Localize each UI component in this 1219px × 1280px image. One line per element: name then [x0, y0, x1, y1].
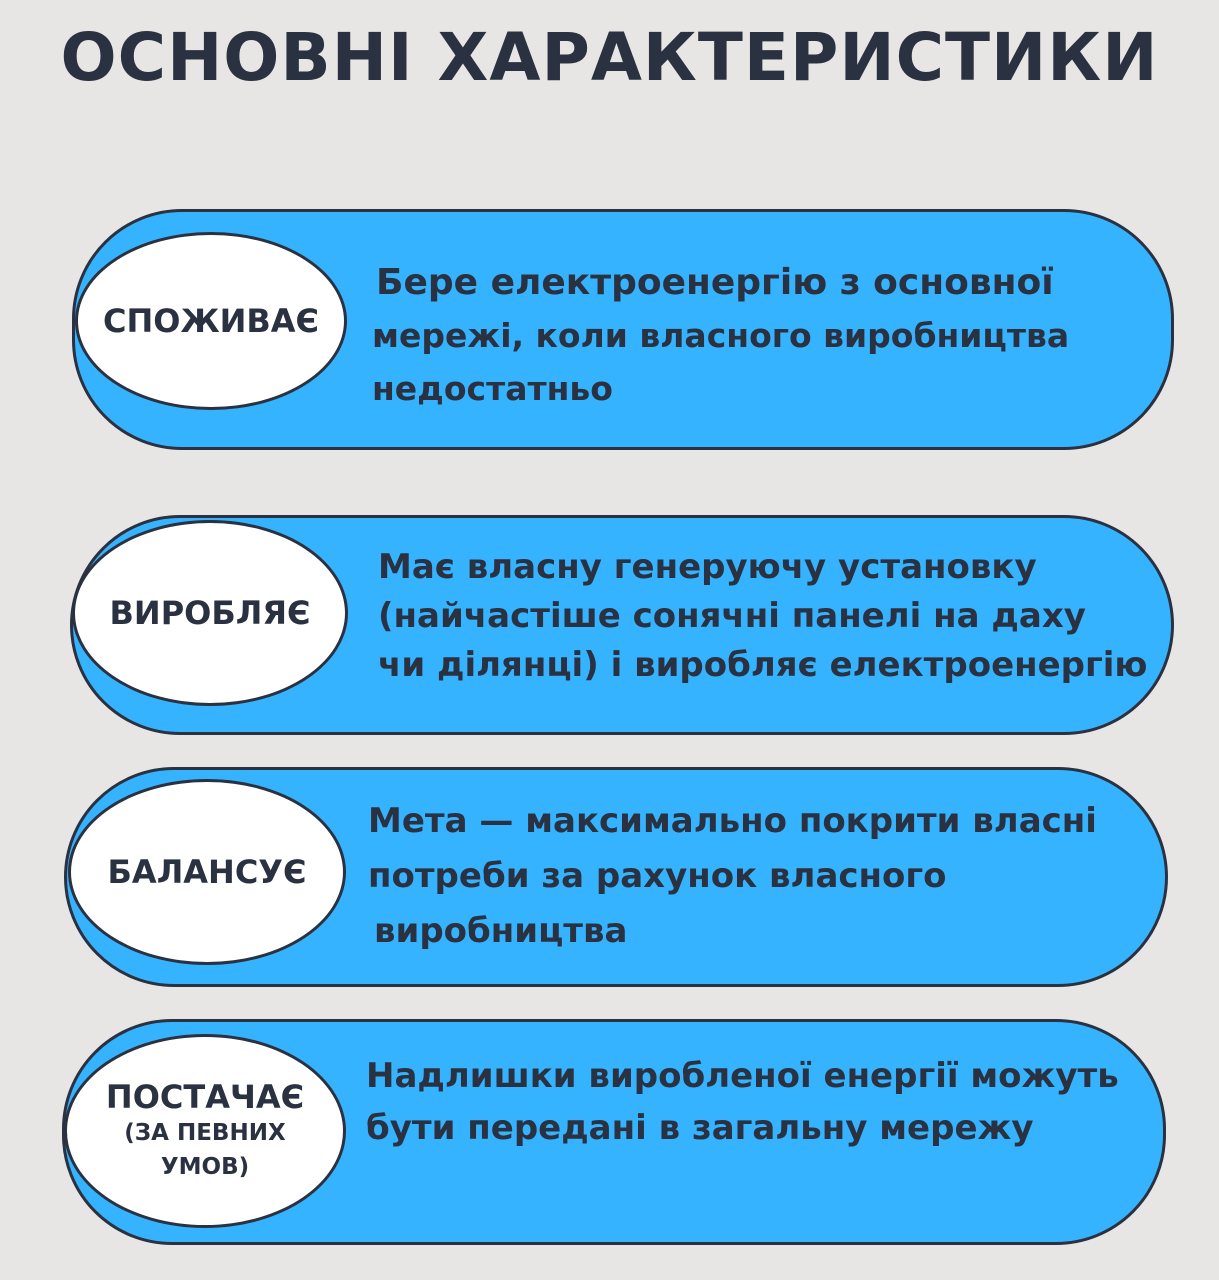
description-line: Надлишки виробленої енергії можуть: [366, 1056, 1119, 1096]
bubble-sublabel: УМОВ): [160, 1154, 250, 1180]
bubble-label: БАЛАНСУЄ: [107, 853, 307, 891]
card-description: [368, 794, 1097, 959]
description-line: чи ділянці) і виробляє електроенергію: [378, 645, 1148, 685]
card-description: [372, 256, 1069, 415]
description-line: мережі, коли власного виробництва: [372, 316, 1070, 355]
bubble-label: СПОЖИВАЄ: [102, 302, 320, 340]
label-bubble-produces: [72, 520, 348, 706]
description-line: Має власну генеруючу установку: [378, 547, 1037, 587]
page-title: ОСНОВНІ ХАРАКТЕРИСТИКИ: [60, 19, 1159, 96]
card-description: [366, 1050, 1119, 1154]
bubble-label: ПОСТАЧАЄ: [105, 1078, 305, 1116]
label-bubble-consumes: [75, 232, 347, 410]
card-description: [378, 543, 1147, 690]
description-line: (найчастіше сонячні панелі на даху: [378, 596, 1086, 636]
description-line: Мета — максимально покрити власні: [368, 801, 1097, 841]
bubble-label: ВИРОБЛЯЄ: [109, 594, 311, 632]
description-line: Бере електроенергію з основної: [376, 262, 1054, 303]
description-line: потреби за рахунок власного: [368, 856, 947, 896]
description-line: недостатньо: [372, 369, 613, 408]
label-bubble-supplies: [64, 1034, 346, 1228]
label-bubble-balances: [68, 779, 346, 965]
description-line: виробництва: [374, 911, 628, 951]
description-line: бути передані в загальну мережу: [366, 1108, 1034, 1148]
bubble-sublabel: (ЗА ПЕВНИХ: [124, 1120, 286, 1146]
